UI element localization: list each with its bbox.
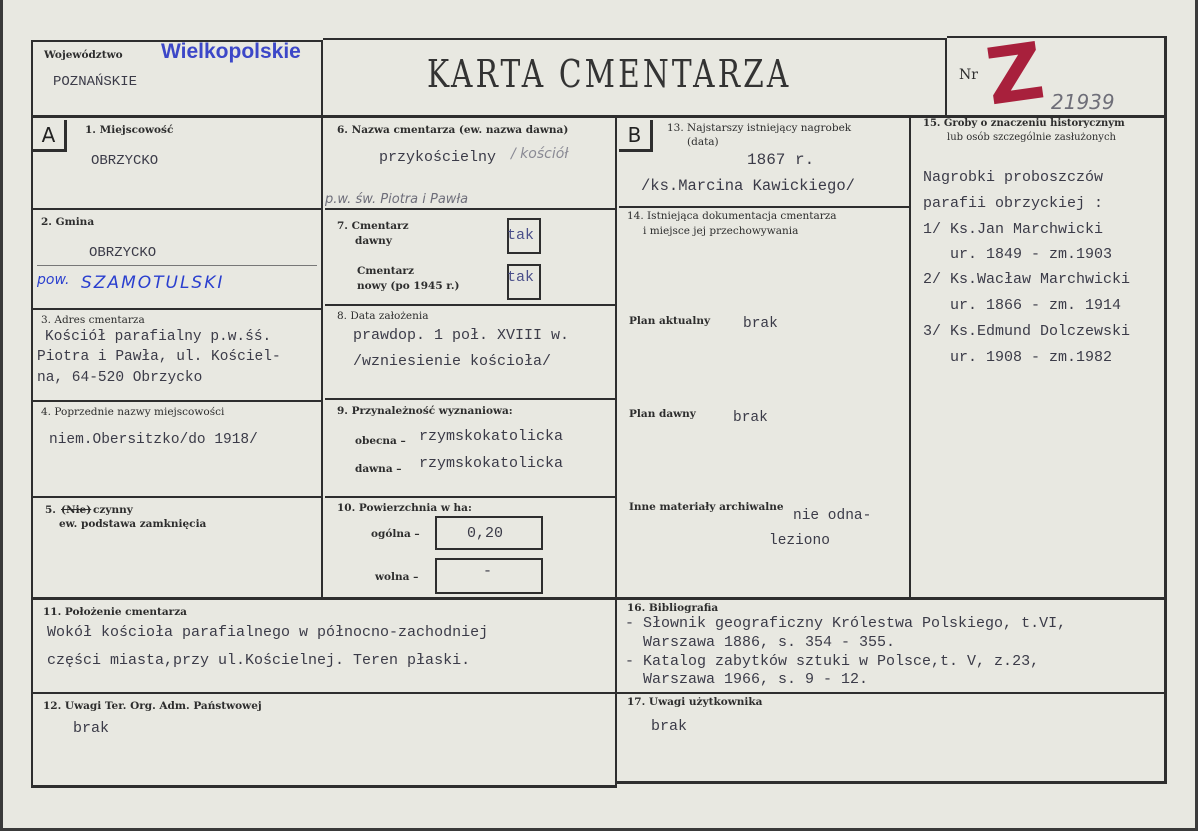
field-1-value: OBRZYCKO <box>91 153 159 169</box>
field-10-total-value: 0,20 <box>467 525 504 542</box>
field-11-line-2: części miasta,przy ul.Kościelnej. Teren płaski. <box>47 652 471 669</box>
field-14-label-1: 14. Istniejąca dokumentacja cmentarza <box>627 210 837 222</box>
field-3-line-3: na, 64-520 Obrzycko <box>37 370 203 386</box>
field-12-label: 12. Uwagi Ter. Org. Adm. Państwowej <box>43 700 262 712</box>
field-3-label: 3. Adres cmentarza <box>41 314 145 326</box>
plan-old-label: Plan dawny <box>629 408 696 420</box>
field-10-free-value: - <box>483 563 493 580</box>
field-9-label: 9. Przynależność wyznaniowa: <box>337 405 513 417</box>
field-10-area <box>325 498 615 598</box>
field-7-new-label-2: nowy (po 1945 r.) <box>357 280 460 292</box>
other-materials-value-1: nie odna- <box>793 508 872 524</box>
field-1-locality <box>33 118 323 208</box>
field-7-new-value: tak <box>507 269 535 286</box>
field-5-active-label: czynny <box>93 504 133 516</box>
field-2-label: 2. Gmina <box>41 216 95 228</box>
field-7-new-label-1: Cmentarz <box>357 265 414 277</box>
field-2-value: OBRZYCKO <box>89 245 157 261</box>
field-7-old-label-1: 7. Cmentarz <box>337 220 409 232</box>
field-8-founding-date <box>325 306 615 398</box>
field-8-line-2: /wzniesienie kościoła/ <box>353 353 552 370</box>
field-17-user-notes <box>617 692 1167 784</box>
field-2-commune <box>33 210 323 308</box>
field-13-value-2: /ks.Marcina Kawickiego/ <box>641 177 855 195</box>
plan-current-label: Plan aktualny <box>629 315 711 327</box>
card-title: KARTA CMENTARZA <box>427 52 792 96</box>
field-7-old-box <box>507 218 541 254</box>
field-5-label-line2: ew. podstawa zamknięcia <box>59 518 207 530</box>
other-materials-value-2: leziono <box>769 533 830 549</box>
field-6-name <box>325 118 615 208</box>
field-15-line-7: 3/ Ks.Edmund Dolczewski <box>923 323 1131 340</box>
field-7-new-box <box>507 264 541 300</box>
field-13-oldest-tomb <box>619 118 909 208</box>
county-prefix: pow. <box>37 272 70 288</box>
section-a-letter: A <box>33 120 67 152</box>
field-9-former-value: rzymskokatolicka <box>419 455 564 472</box>
other-materials-label: Inne materiały archiwalne <box>629 501 784 513</box>
divider <box>37 265 317 266</box>
nr-number: 21939 <box>1051 90 1115 114</box>
field-4-value: niem.Obersitzko/do 1918/ <box>49 432 258 448</box>
field-15-notable-graves <box>911 118 1165 598</box>
field-5-num: 5. <box>45 504 56 516</box>
field-6-handwritten-line2: p.w. św. Piotra i Pawła <box>325 192 469 207</box>
title-cell <box>323 38 947 118</box>
field-4-label: 4. Poprzednie nazwy miejscowości <box>41 406 225 418</box>
voivodeship-label: Województwo <box>44 49 123 61</box>
field-9-current-value: rzymskokatolicka <box>419 428 564 445</box>
field-6-label: 6. Nazwa cmentarza (ew. nazwa dawna) <box>337 124 569 136</box>
field-12-admin-notes <box>31 694 617 788</box>
field-16-line-2: Warszawa 1886, s. 354 - 355. <box>625 634 896 651</box>
field-17-value: brak <box>651 718 688 735</box>
field-3-line-1: Kościół parafialny p.w.śś. <box>45 329 272 345</box>
field-13-label-2: (data) <box>687 136 719 148</box>
field-3-address <box>33 310 323 400</box>
field-13-label-1: 13. Najstarszy istniejący nagrobek <box>667 122 852 134</box>
field-9-denomination <box>325 400 615 496</box>
field-1-label: 1. Miejscowość <box>85 124 174 136</box>
field-12-value: brak <box>73 720 110 737</box>
field-10-total-box <box>435 516 543 550</box>
field-16-label: 16. Bibliografia <box>627 602 719 614</box>
field-3-line-2: Piotra i Pawła, ul. Kościel- <box>37 349 281 365</box>
field-16-bibliography <box>617 600 1167 692</box>
field-9-current-label: obecna – <box>355 435 406 447</box>
field-16-line-4: Warszawa 1966, s. 9 - 12. <box>625 671 869 688</box>
number-cell <box>947 26 1167 124</box>
field-13-value-1: 1867 r. <box>747 151 815 169</box>
field-15-label-2: lub osób szczególnie zasłużonych <box>947 132 1116 143</box>
field-6-handwritten-suffix: / kościół <box>511 146 569 162</box>
voivodeship-cell <box>31 40 323 118</box>
field-7-old-label-2: dawny <box>355 235 392 247</box>
field-15-line-1: Nagrobki proboszczów <box>923 169 1104 186</box>
voivodeship-value: POZNAŃSKIE <box>53 74 138 90</box>
field-15-label-1: 15. Groby o znaczeniu historycznym <box>923 118 1125 129</box>
field-9-former-label: dawna – <box>355 463 402 475</box>
field-11-line-1: Wokół kościoła parafialnego w północno-zachodniej <box>47 624 489 641</box>
field-14-documentation <box>619 208 911 598</box>
field-15-line-6: ur. 1866 - zm. 1914 <box>923 297 1122 314</box>
field-17-label: 17. Uwagi użytkownika <box>627 696 763 708</box>
field-4-former-names <box>33 402 323 496</box>
field-5-active <box>33 498 323 598</box>
field-15-line-4: ur. 1849 - zm.1903 <box>923 246 1113 263</box>
field-6-value: przykościelny <box>379 149 497 166</box>
plan-current-value: brak <box>743 316 778 332</box>
county-value: SZAMOTULSKI <box>81 273 225 293</box>
field-15-line-2: parafii obrzyckiej : <box>923 195 1104 212</box>
region-stamp: Wielkopolskie <box>161 40 301 63</box>
field-15-line-3: 1/ Ks.Jan Marchwicki <box>923 221 1104 238</box>
field-15-line-8: ur. 1908 - zm.1982 <box>923 349 1113 366</box>
field-10-free-box <box>435 558 543 594</box>
field-15-line-5: 2/ Ks.Wacław Marchwicki <box>923 271 1131 288</box>
field-11-location <box>31 600 617 692</box>
field-8-label: 8. Data założenia <box>337 310 429 322</box>
field-7-old-value: tak <box>507 227 535 244</box>
field-10-label: 10. Powierzchnia w ha: <box>337 502 472 514</box>
field-14-label-2: i miejsce jej przechowywania <box>643 225 799 237</box>
nr-letter: Z <box>981 26 1050 124</box>
field-8-line-1: prawdop. 1 poł. XVIII w. <box>353 327 570 344</box>
field-5-struck: (Nie) <box>61 504 92 516</box>
field-16-line-1: - Słownik geograficzny Królestwa Polskiego, t.VI, <box>625 615 1067 632</box>
field-7-status <box>325 210 615 306</box>
field-10-total-label: ogólna – <box>371 528 420 540</box>
field-10-free-label: wolna – <box>375 571 419 583</box>
nr-label: Nr <box>959 67 978 83</box>
field-11-label: 11. Położenie cmentarza <box>43 606 187 618</box>
field-16-line-3: - Katalog zabytków sztuki w Polsce,t. V, z.23, <box>625 653 1040 670</box>
plan-old-value: brak <box>733 410 768 426</box>
section-b-letter: B <box>619 120 653 152</box>
